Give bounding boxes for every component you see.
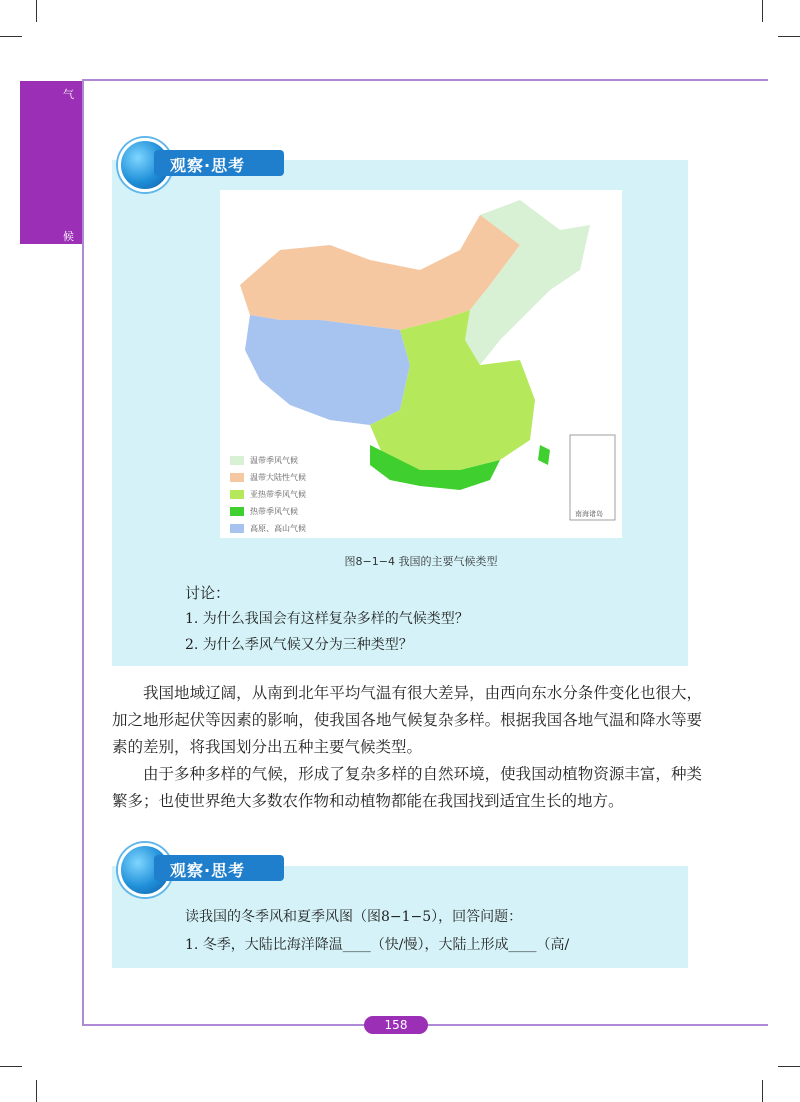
- observe-label: 观察·思考: [170, 156, 246, 175]
- panel-question: 1. 冬季，大陆比海洋降温____（快/慢），大陆上形成____（高/: [185, 937, 570, 953]
- side-tab-char-top: 气: [63, 88, 74, 101]
- body-paragraph: 由于多种多样的气候，形成了复杂多样的自然环境，使我国动植物资源丰富，种类繁多；也使世界绝大多数农作物和动植物都能在我国找到适宜生长的地方。: [112, 765, 702, 810]
- discussion-question: 2. 为什么季风气候又分为三种类型？: [185, 637, 413, 653]
- legend-item: 亚热带季风气候: [230, 489, 306, 500]
- crop-mark: [762, 1080, 763, 1102]
- legend-item: 温带大陆性气候: [230, 472, 306, 483]
- crop-mark: [0, 36, 22, 37]
- body-paragraph: 我国地域辽阔，从南到北年平均气温有很大差异，由西向东水分条件变化也很大，加之地形起伏等因素的影响，使我国各地气候复杂多样。根据我国各地气温和降水等要素的差别，将我国划分出五种主要气候类型。: [112, 684, 702, 756]
- chapter-side-tab: [20, 81, 82, 244]
- crop-mark: [762, 0, 763, 22]
- climate-map: [220, 190, 622, 538]
- page-number: 158: [364, 1016, 428, 1034]
- crop-mark: [778, 36, 800, 37]
- panel-intro: 读我国的冬季风和夏季风图（图8−1−5），回答问题：: [185, 909, 523, 925]
- observe-banner-2: [118, 843, 288, 891]
- crop-mark: [0, 1066, 22, 1067]
- crop-mark: [778, 1066, 800, 1067]
- inset-label: 南海诸岛: [575, 510, 603, 518]
- page-top-rule: [82, 79, 768, 81]
- discussion-title: 讨论：: [185, 584, 231, 602]
- legend-item: 热带季风气候: [230, 506, 298, 517]
- figure-caption: 图8−1−4 我国的主要气候类型: [344, 555, 498, 568]
- observe-banner-1: [118, 138, 288, 186]
- discussion-question: 1. 为什么我国会有这样复杂多样的气候类型？: [185, 611, 469, 627]
- legend-item: 温带季风气候: [230, 455, 298, 466]
- page-left-rule: [82, 79, 84, 1025]
- side-tab-char-bottom: 候: [63, 230, 74, 243]
- crop-mark: [36, 0, 37, 22]
- china-climate-map-image: [220, 190, 622, 538]
- observe-label: 观察·思考: [170, 861, 246, 880]
- legend-item: 高原、高山气候: [230, 523, 306, 534]
- crop-mark: [36, 1080, 37, 1102]
